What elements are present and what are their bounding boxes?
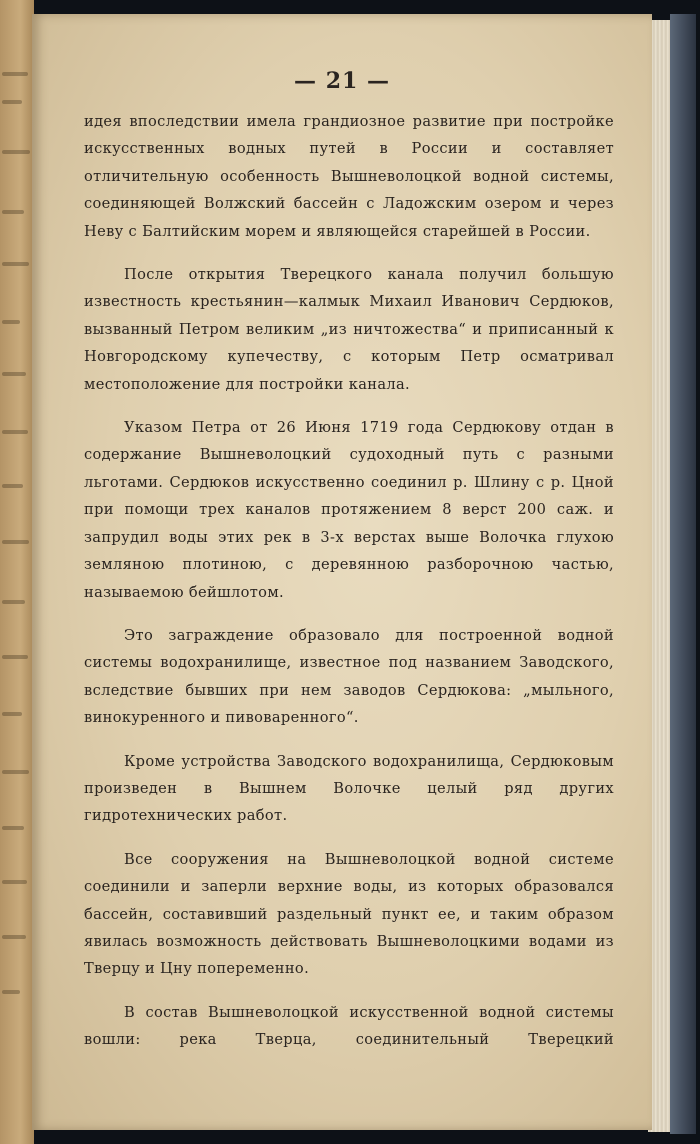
paragraph-2: После открытия Тверецкого канала получил большую известность крестьянин—калмык Михаил Иванович Сердюков, вызванный Петром великим „из ничтожества“ и приписанный к Новгородскому купечеству, с которым Петр осматривал местоположение для постройки канала. (84, 266, 614, 393)
page-number: — 21 — (294, 68, 390, 94)
book-page (32, 14, 652, 1130)
paragraph-1: идея впоследствии имела грандиозное развитие при постройке искусственных водных путей в России и составляет отличительную особенность Вышневолоцкой водной системы, соединяющей Волжский бассейн с Ладожским озером и через Неву с Балтийским морем и являющейся старейшей в России. (84, 113, 614, 240)
background-edge (670, 14, 696, 1134)
paragraph-7: В состав Вышневолоцкой искусственной водной системы вошли: река Тверца, соединительный Тверецкий (84, 1003, 614, 1049)
paragraph-3: Указом Петра от 26 Июня 1719 года Сердюкову отдан в содержание Вышневолоцкий судоходный путь с разными льготами. Сердюков искусственно соединил р. Шлину с р. Цной при помощи трех каналов протяжением 8 верст 200 саж. и запрудил воды этих рек в 3-х верстах выше Волочка глухою земляною плотиною, с деревянною разборочною частью, называемою бейшлотом. (84, 419, 614, 601)
paragraph-6: Все сооружения на Вышневолоцкой водной системе соединили и заперли верхние воды, из которых образовался бассейн, составивший раздельный пункт ее, и таким образом явилась возможность действовать Вышневолоцкими водами из Тверцу и Цну попеременно. (84, 850, 614, 978)
page-text (84, 108, 614, 1070)
paragraph-5: Кроме устройства Заводского водохранилища, Сердюковым произведен в Вышнем Волочке целый ряд других гидротехнических работ. (84, 752, 614, 825)
adjacent-page-edge (0, 0, 34, 1144)
paragraph-4: Это заграждение образовало для построенной водной системы водохранилище, известное под названием Заводского, вследствие бывших при нем заводов Сердюкова: „мыльного, винокуренного и пивоваренного“. (84, 626, 614, 727)
